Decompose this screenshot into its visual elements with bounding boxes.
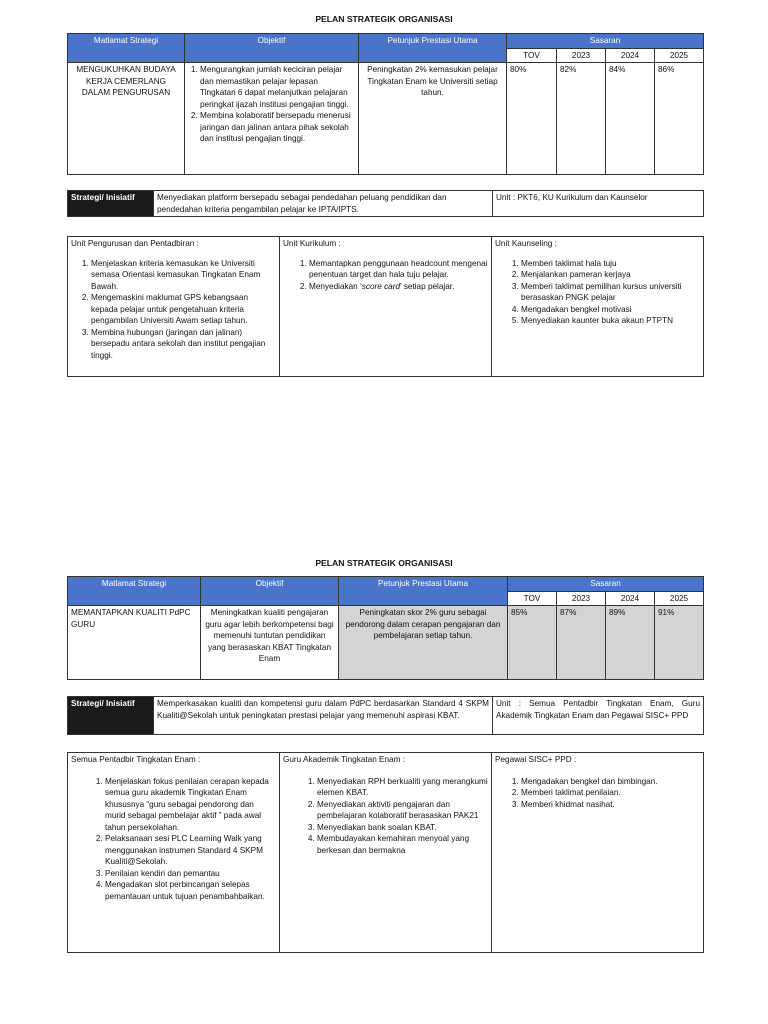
header-petunjuk: Petunjuk Prestasi Utama [339, 577, 508, 606]
list-item: 3. Membina hubungan (jaringan dan jalinan) bersepadu antara sekolah dan institut pengajian tinggi. [91, 327, 276, 362]
objektif-cell [185, 63, 359, 175]
year-header: 2025 [655, 591, 704, 606]
target-value: 89% [606, 606, 655, 680]
list-item: 4. Mengadakan bengkel motivasi [521, 304, 700, 316]
strategic-plan-table [67, 576, 704, 680]
units-table [67, 236, 704, 377]
list-item: 1. Mengadakan bengkel dan bimbingan. [521, 776, 700, 788]
header-objektif: Objektif [185, 34, 359, 63]
year-header: 2023 [557, 48, 606, 63]
unit-label: Guru Akademik Tingkatan Enam : [283, 755, 405, 764]
year-header: 2024 [606, 48, 655, 63]
list-item: 1. Menjelaskan kriteria kemasukan ke Universiti semasa Orientasi kemasukan Tingkatan Enam Bawah. [91, 258, 276, 293]
strategi-text: Menyediakan platform bersepadu sebagai pendedahan peluang pendidikan dan pendedahan kriteria pengambilan pelajar ke IPTA/IPTS. [154, 191, 493, 217]
unit-label: Unit Kaunseling : [495, 239, 557, 248]
header-sasaran: Sasaran [508, 577, 704, 592]
unit-label: Semua Pentadbir Tingkatan Enam : [71, 755, 201, 764]
objektif-cell: Meningkatkan kualiti pengajaran guru agar lebih berkompetensi bagi memenuhi tuntutan pendidikan yang berasaskan KBAT Tingkatan Enam [201, 606, 339, 680]
list-item: 1. Memberi taklimat hala tuju [521, 258, 700, 270]
matlamat-cell: MENGUKUHKAN BUDAYA KERJA CEMERLANG DALAM PENGURUSAN [68, 63, 185, 175]
list-item: 3. Memberi taklimat pemilihan kursus universiti berasaskan PNGK pelajar [521, 281, 700, 304]
strategy-table [67, 190, 704, 217]
item-text: ’ setiap pelajar. [400, 281, 455, 291]
header-sasaran: Sasaran [507, 34, 704, 49]
unit-text: Unit : PKT6, KU Kurikulum dan Kaunselor [493, 191, 704, 217]
target-value: 86% [655, 63, 704, 175]
list-item: 2. Pelaksanaan sesi PLC Learning Walk yang menggunakan instrumen Standard 4 SKPM Kualiti@Sekolah. [105, 833, 276, 868]
list-item [309, 281, 488, 293]
target-value: 82% [557, 63, 606, 175]
sisc-box [492, 753, 704, 953]
list-item: 3. Menyediakan bank soalan KBAT. [317, 822, 488, 834]
unit-kurikulum-box [280, 237, 492, 377]
header-petunjuk: Petunjuk Prestasi Utama [359, 34, 507, 63]
target-value: 84% [606, 63, 655, 175]
list-item: 3. Penilaian kendiri dan pemantau [105, 868, 276, 880]
list-item: 1. Menyediakan RPH berkualiti yang merangkumi elemen KBAT. [317, 776, 488, 799]
page-title: PELAN STRATEGIK ORGANISASI [315, 14, 453, 24]
list-item: 2. Memberi taklimat penilaian. [521, 787, 700, 799]
list-item: 2. Menyediakan aktiviti pengajaran dan pembelajaran kolaboratif berasaskan PAK21 [317, 799, 488, 822]
strategi-label: Strategi/ Inisiatif [68, 697, 154, 735]
unit-kaunseling-box [492, 237, 704, 377]
unit-text: Unit : Semua Pentadbir Tingkatan Enam, Guru Akademik Tingkatan Enam dan Pegawai SISC+ PPD [493, 697, 704, 735]
list-item: 5. Menyediakan kaunter buka akaun PTPTN [521, 315, 700, 327]
target-value: 87% [557, 606, 606, 680]
year-header: 2025 [655, 48, 704, 63]
pentadbir-box [68, 753, 280, 953]
unit-label: Unit Pengurusan dan Pentadbiran : [71, 239, 199, 248]
header-objektif: Objektif [201, 577, 339, 606]
list-item: 2. Menjalankan pameran kerjaya [521, 269, 700, 281]
list-item: 4. Membudayakan kemahiran menyoal yang berkesan dan bermakna [317, 833, 488, 856]
unit-label: Pegawai SISC+ PPD : [495, 755, 577, 764]
header-matlamat: Matlamat Strategi [68, 577, 201, 606]
guru-box [280, 753, 492, 953]
list-item: 2. Membina kolaboratif bersepadu menerusi jaringan dan jalinan antara pihak sekolah dan institusi pengajian tinggi. [200, 110, 355, 145]
list-item: 1. Menjelaskan fokus penilaian cerapan kepada semua guru akademik Tingkatan Enam khususnya “guru sebagai pendorong dan murid sebagai pembelajar aktif ” pada awal tahun persekolahan. [105, 776, 276, 834]
header-matlamat: Matlamat Strategi [68, 34, 185, 63]
list-item: 4. Mengadakan slot perbincangan selepas pemantauan untuk tujuan penambahbaikan. [105, 879, 276, 902]
item-emphasis: score card [361, 281, 401, 291]
unit-label: Unit Kurikulum : [283, 239, 341, 248]
list-item: 1. Mengurangkan jumlah keciciran pelajar dan memastikan pelajar lepasan Tingkatan 6 dapat melanjutkan pelajaran peringkat ijazah institusi pengajian tinggi. [200, 64, 355, 110]
petunjuk-cell: Peningkatan 2% kemasukan pelajar Tingkatan Enam ke Universiti setiap tahun. [359, 63, 507, 175]
unit-pengurusan-box [68, 237, 280, 377]
list-item: 1. Memantapkan penggunaan headcount mengenai penentuan target dan hala tuju pelajar. [309, 258, 488, 281]
list-item: 3. Memberi khidmat nasihat. [521, 799, 700, 811]
year-header: 2023 [557, 591, 606, 606]
matlamat-cell: MEMANTAPKAN KUALITI PdPC GURU [68, 606, 201, 680]
units-table [67, 752, 704, 953]
item-text: Menyediakan ‘ [309, 281, 362, 291]
strategic-plan-table [67, 33, 704, 175]
strategi-label: Strategi/ Inisiatif [68, 191, 154, 217]
year-header: 2024 [606, 591, 655, 606]
target-value: 80% [507, 63, 557, 175]
strategy-table [67, 696, 704, 735]
page-title: PELAN STRATEGIK ORGANISASI [315, 558, 453, 568]
target-value: 91% [655, 606, 704, 680]
target-value: 85% [508, 606, 557, 680]
year-header: TOV [508, 591, 557, 606]
year-header: TOV [507, 48, 557, 63]
strategi-text: Memperkasakan kualiti dan kompetensi guru dalam PdPC berdasarkan Standard 4 SKPM Kualiti@Sekolah untuk peningkatan prestasi pelajar yang memenuhi aspirasi KBAT. [154, 697, 493, 735]
list-item: 2. Mengemaskini maklumat GPS kebangsaan kepada pelajar untuk pengetahuan kriteria pengambilan Universiti Awam setiap tahun. [91, 292, 276, 327]
petunjuk-cell: Peningkatan skor 2% guru sebagai pendorong dalam cerapan pengajaran dan pembelajaran setiap tahun. [339, 606, 508, 680]
